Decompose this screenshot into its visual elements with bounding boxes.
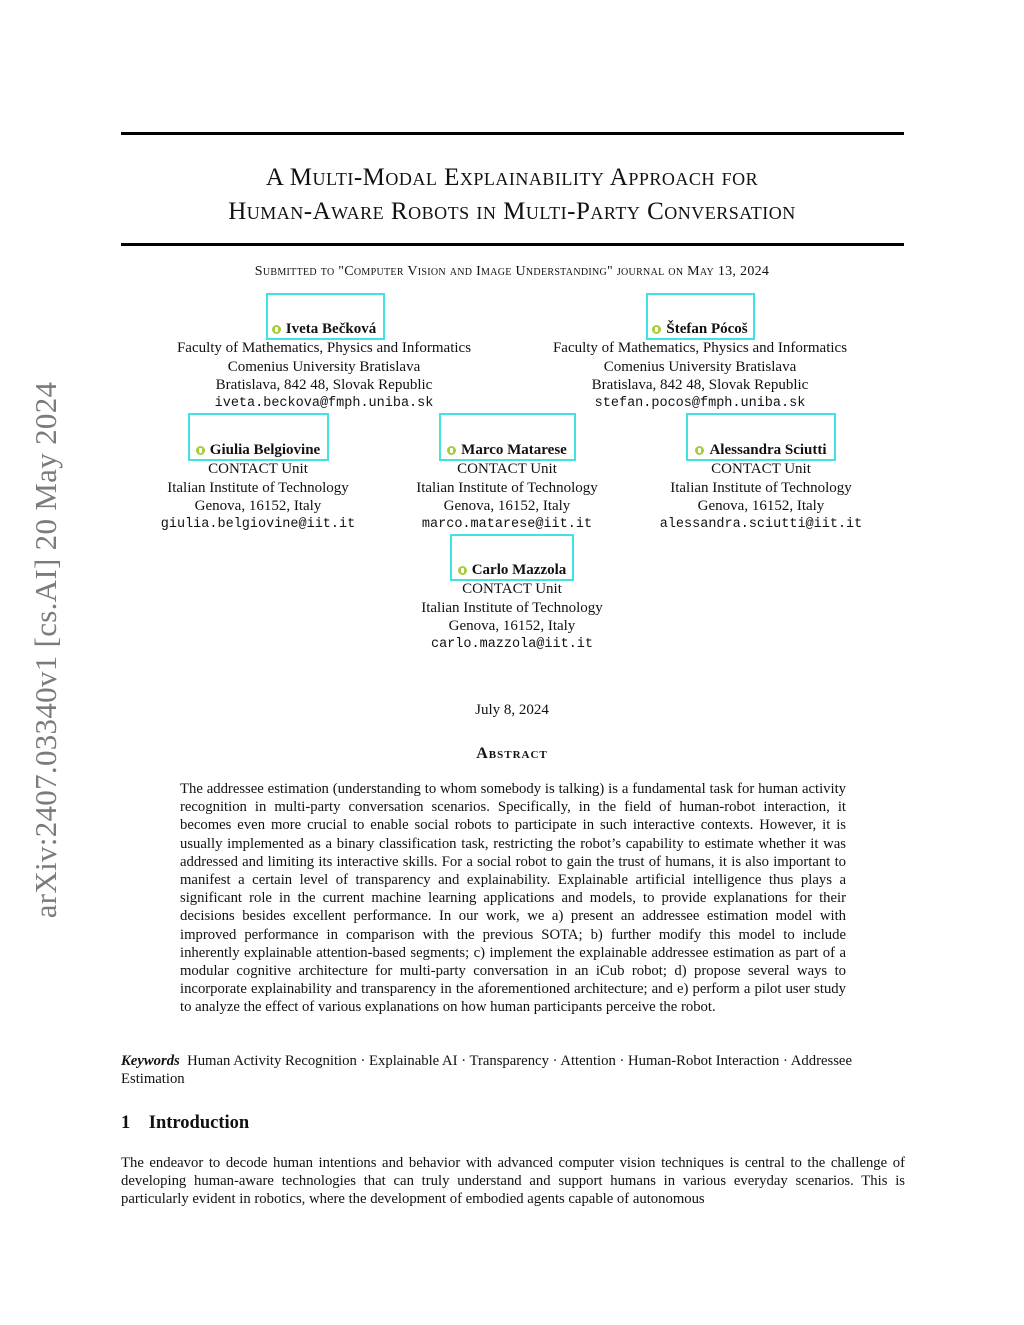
author-address: Genova, 16152, Italy [697,498,825,515]
author-affiliation: Italian Institute of Technology [416,479,598,496]
author-affiliation: Italian Institute of Technology [421,599,603,616]
author-address: Genova, 16152, Italy [194,498,322,515]
author-affiliation: Italian Institute of Technology [167,479,349,496]
title-rule-top [121,132,904,135]
author-address: Genova, 16152, Italy [443,498,571,515]
section-title: Introduction [148,1113,250,1133]
intro-paragraph: The endeavor to decode human intentions and behavior with advanced computer vision techniques is central to the challenge of developing human-aware technologies that can truly understand and support humans in various everyday scenarios. This is particularly evident in robotics, where the development of embodied agents capable of autonomous [121,1155,905,1208]
author-email[interactable]: marco.matarese@iit.it [421,516,593,532]
author-email[interactable]: giulia.belgiovine@iit.it [160,516,356,532]
author-affiliation: CONTACT Unit [711,461,811,478]
author-name[interactable]: Giulia Belgiovine [196,441,320,460]
author-email[interactable]: carlo.mazzola@iit.it [430,636,594,652]
abstract-text: The addressee estimation (understanding to whom somebody is talking) is a fundamental task for human activity recognition in multi-party conversation scenarios. Specifically, in the field of human-robot interaction, it becomes even more crucial to enable social robots to participate in such interactive contexts. However, it is usually implemented as a binary classification task, restricting the robot’s capability to estimate whether it was addressed and limiting its interactive skills. For a social robot to gain the trust of humans, it is also important to manifest a certain level of transparency and explainability. Explainable artificial intelligence thus plays a significant role in the current machine learning applications and models, to provide explanations for their decisions besides excellent performance. In our work, we a) present an addressee estimation model with improved performance in comparison with the previous SOTA; b) further modify this model to include inherently explainable attention-based segments; c) implement the explainable addressee estimation as part of a modular cognitive architecture for multi-party conversation in an iCub robot; d) propose several ways to incorporate explainability and transparency in the aforementioned architecture; and e) perform a pilot user study to analyze the effect of various explanations on how human participants perceive the robot. [180,781,846,1016]
section-heading [121,1113,249,1134]
title-rule-bottom [121,243,904,246]
author-email[interactable]: iveta.beckova@fmph.uniba.sk [214,395,434,411]
author-affiliation: CONTACT Unit [457,461,557,478]
author-link-highlight[interactable] [646,293,755,340]
author-name[interactable]: Štefan Pócoš [652,320,747,339]
author-link-highlight[interactable] [188,413,329,461]
author-affiliation: Faculty of Mathematics, Physics and Informatics [176,340,472,357]
author-link-highlight[interactable] [439,413,576,461]
author-affiliation: CONTACT Unit [208,461,308,478]
abstract-heading: Abstract [476,745,548,762]
author-affiliation: CONTACT Unit [462,581,562,598]
author-link-highlight[interactable] [450,534,574,581]
author-name[interactable]: Carlo Mazzola [458,561,567,580]
author-affiliation: Italian Institute of Technology [670,479,852,496]
paper-title-line2: Human-Aware Robots in Multi-Party Conversation [228,198,796,225]
author-address: Genova, 16152, Italy [448,618,576,635]
section-number: 1 [121,1113,131,1133]
author-email[interactable]: stefan.pocos@fmph.uniba.sk [594,395,806,411]
author-name[interactable]: Marco Matarese [447,441,567,460]
author-address: Bratislava, 842 48, Slovak Republic [215,377,433,394]
author-address: Bratislava, 842 48, Slovak Republic [591,377,809,394]
keywords-text: Human Activity Recognition · Explainable AI · Transparency · Attention · Human-Robot Interaction · Addressee Estimation [121,1053,852,1088]
author-link-highlight[interactable] [686,413,836,461]
paper-date: July 8, 2024 [475,702,549,718]
arxiv-stamp: arXiv:2407.03340v1 [cs.AI] 20 May 2024 [28,381,63,919]
keywords-label: Keywords [121,1053,180,1069]
author-name[interactable]: Alessandra Sciutti [695,441,826,460]
author-affiliation: Faculty of Mathematics, Physics and Informatics [552,340,848,357]
author-affiliation: Comenius University Bratislava [227,358,421,375]
paper-title-line1: A Multi-Modal Explainability Approach for [265,164,759,191]
author-email[interactable]: alessandra.sciutti@iit.it [659,516,863,532]
keywords [121,1052,904,1088]
author-link-highlight[interactable] [266,293,385,340]
submission-note: Submitted to "Computer Vision and Image Understanding" journal on May 13, 2024 [254,264,770,279]
author-name[interactable]: Iveta Bečková [272,320,376,339]
author-affiliation: Comenius University Bratislava [603,358,797,375]
